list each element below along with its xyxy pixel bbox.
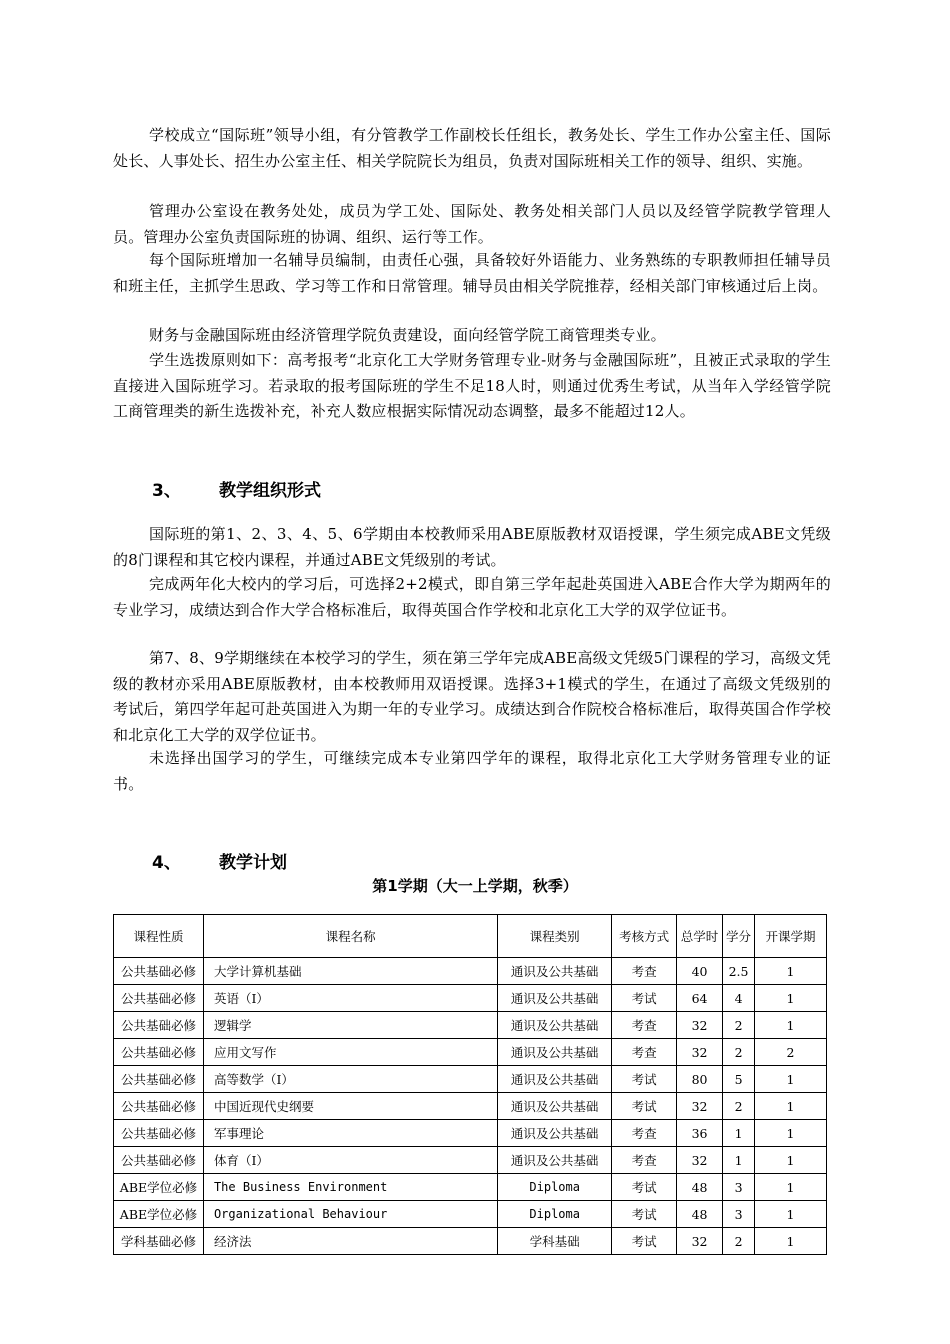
column-header: 课程类别 <box>498 915 612 958</box>
paragraph-leadership-group: 学校成立“国际班”领导小组，有分管教学工作副校长任组长，教务处长、学生工作办公室主任、国际处长、人事处长、招生办公室主任、相关学院院长为组员，负责对国际班相关工作的领导、组织、实施。 <box>113 126 831 170</box>
total-hours-cell: 64 <box>677 985 723 1012</box>
table-header-row <box>114 915 827 958</box>
table-row <box>114 1012 827 1039</box>
course-plan-table <box>113 914 827 1255</box>
table-row <box>114 1039 827 1066</box>
total-hours-cell: 36 <box>677 1120 723 1147</box>
credits-cell: 2 <box>723 1093 755 1120</box>
semester-cell: 1 <box>755 1120 827 1147</box>
course-category-cell: 通识及公共基础 <box>498 1147 612 1174</box>
credits-cell: 1 <box>723 1147 755 1174</box>
table-row <box>114 1147 827 1174</box>
course-name-cell: 体育（Ⅰ） <box>203 1147 497 1174</box>
course-type-cell: 公共基础必修 <box>114 958 204 985</box>
section-4-heading <box>152 848 287 873</box>
course-type-cell: 公共基础必修 <box>114 985 204 1012</box>
course-category-cell: 学科基础 <box>498 1228 612 1255</box>
course-category-cell: 通识及公共基础 <box>498 985 612 1012</box>
paragraph-teaching-3: 第7、8、9学期继续在本校学习的学生，须在第三学年完成ABE高级文凭级5门课程的学习，高级文凭级的教材亦采用ABE原版教材，由本校教师用双语授课。选择3+1模式的学生，在通过了高级文凭级别的考试后，第四学年起可赴英国进入为期一年的专业学习。成绩达到合作院校合格标准后，取得英国合作学校和北京化工大学的双学位证书。 <box>113 649 831 744</box>
paragraph-teaching-4: 未选择出国学习的学生，可继续完成本专业第四学年的课程，取得北京化工大学财务管理专业的证书。 <box>113 749 831 793</box>
credits-cell: 3 <box>723 1201 755 1228</box>
course-category-cell: 通识及公共基础 <box>498 1039 612 1066</box>
total-hours-cell: 48 <box>677 1201 723 1228</box>
semester-cell: 1 <box>755 1201 827 1228</box>
assessment-cell: 考试 <box>612 1201 677 1228</box>
semester-cell: 1 <box>755 1147 827 1174</box>
paragraph-management-office: 管理办公室设在教务处处，成员为学工处、国际处、教务处相关部门人员以及经管学院教学管理人员。管理办公室负责国际班的协调、组织、运行等工作。 <box>113 202 831 246</box>
total-hours-cell: 32 <box>677 1012 723 1039</box>
semester-cell: 1 <box>755 1174 827 1201</box>
credits-cell: 5 <box>723 1066 755 1093</box>
assessment-cell: 考查 <box>612 958 677 985</box>
course-type-cell: 公共基础必修 <box>114 1120 204 1147</box>
course-name-cell: 高等数学（Ⅰ） <box>203 1066 497 1093</box>
course-type-cell: 公共基础必修 <box>114 1093 204 1120</box>
assessment-cell: 考查 <box>612 1147 677 1174</box>
assessment-cell: 考试 <box>612 1066 677 1093</box>
course-category-cell: 通识及公共基础 <box>498 958 612 985</box>
assessment-cell: 考试 <box>612 1093 677 1120</box>
course-category-cell: 通识及公共基础 <box>498 1012 612 1039</box>
assessment-cell: 考查 <box>612 1120 677 1147</box>
column-header: 考核方式 <box>612 915 677 958</box>
semester-cell: 1 <box>755 1093 827 1120</box>
course-name-cell: 军事理论 <box>203 1120 497 1147</box>
course-category-cell: 通识及公共基础 <box>498 1093 612 1120</box>
course-type-cell: ABE学位必修 <box>114 1174 204 1201</box>
course-name-cell: 应用文写作 <box>203 1039 497 1066</box>
paragraph-counselor: 每个国际班增加一名辅导员编制，由责任心强，具备较好外语能力、业务熟练的专职教师担任辅导员和班主任，主抓学生思政、学习等工作和日常管理。辅导员由相关学院推荐，经相关部门审核通过后上岗。 <box>113 251 831 295</box>
paragraph-finance-class: 财务与金融国际班由经济管理学院负责建设，面向经管学院工商管理类专业。 <box>149 326 666 344</box>
column-header: 学分 <box>723 915 755 958</box>
total-hours-cell: 32 <box>677 1093 723 1120</box>
total-hours-cell: 40 <box>677 958 723 985</box>
course-category-cell: Diploma <box>498 1174 612 1201</box>
course-name-cell: 大学计算机基础 <box>203 958 497 985</box>
table-row <box>114 985 827 1012</box>
course-type-cell: ABE学位必修 <box>114 1201 204 1228</box>
credits-cell: 2 <box>723 1228 755 1255</box>
semester-cell: 1 <box>755 1012 827 1039</box>
credits-cell: 2 <box>723 1039 755 1066</box>
assessment-cell: 考查 <box>612 1012 677 1039</box>
course-name-cell: Organizational Behaviour <box>203 1201 497 1228</box>
semester-cell: 1 <box>755 1228 827 1255</box>
assessment-cell: 考试 <box>612 1228 677 1255</box>
course-type-cell: 公共基础必修 <box>114 1012 204 1039</box>
column-header: 课程性质 <box>114 915 204 958</box>
semester-cell: 1 <box>755 1066 827 1093</box>
course-type-cell: 学科基础必修 <box>114 1228 204 1255</box>
section-4-number: 4、 <box>152 853 181 873</box>
table-row <box>114 1066 827 1093</box>
course-name-cell: 经济法 <box>203 1228 497 1255</box>
credits-cell: 2.5 <box>723 958 755 985</box>
credits-cell: 3 <box>723 1174 755 1201</box>
course-name-cell: The Business Environment <box>203 1174 497 1201</box>
total-hours-cell: 32 <box>677 1228 723 1255</box>
course-type-cell: 公共基础必修 <box>114 1039 204 1066</box>
paragraph-teaching-2: 完成两年化大校内的学习后，可选择2+2模式，即自第三学年起赴英国进入ABE合作大学为期两年的专业学习，成绩达到合作大学合格标准后，取得英国合作学校和北京化工大学的双学位证书。 <box>113 575 831 619</box>
table-row <box>114 1228 827 1255</box>
assessment-cell: 考查 <box>612 1039 677 1066</box>
table-row <box>114 1120 827 1147</box>
course-name-cell: 中国近现代史纲要 <box>203 1093 497 1120</box>
section-3-heading <box>152 476 321 501</box>
column-header: 开课学期 <box>755 915 827 958</box>
total-hours-cell: 32 <box>677 1147 723 1174</box>
section-3-number: 3、 <box>152 481 181 501</box>
column-header: 课程名称 <box>203 915 497 958</box>
table-row <box>114 1093 827 1120</box>
column-header: 总学时 <box>677 915 723 958</box>
paragraph-teaching-1: 国际班的第1、2、3、4、5、6学期由本校教师采用ABE原版教材双语授课，学生须完成ABE文凭级的8门课程和其它校内课程，并通过ABE文凭级别的考试。 <box>113 525 831 569</box>
course-name-cell: 逻辑学 <box>203 1012 497 1039</box>
section-4-title: 教学计划 <box>219 853 287 873</box>
total-hours-cell: 32 <box>677 1039 723 1066</box>
credits-cell: 1 <box>723 1120 755 1147</box>
table-row <box>114 1201 827 1228</box>
section-3-title: 教学组织形式 <box>219 481 321 501</box>
total-hours-cell: 48 <box>677 1174 723 1201</box>
course-category-cell: 通识及公共基础 <box>498 1120 612 1147</box>
semester-cell: 1 <box>755 958 827 985</box>
credits-cell: 2 <box>723 1012 755 1039</box>
table-caption: 第1学期（大一上学期，秋季） <box>372 877 578 895</box>
paragraph-selection: 学生选拨原则如下：高考报考“北京化工大学财务管理专业-财务与金融国际班”，且被正式录取的学生直接进入国际班学习。若录取的报考国际班的学生不足18人时，则通过优秀生考试，从当年入学经管学院工商管理类的新生选拨补充，补充人数应根据实际情况动态调整，最多不能超过12人。 <box>113 351 831 420</box>
table-row <box>114 958 827 985</box>
credits-cell: 4 <box>723 985 755 1012</box>
assessment-cell: 考试 <box>612 1174 677 1201</box>
semester-cell: 1 <box>755 985 827 1012</box>
course-category-cell: Diploma <box>498 1201 612 1228</box>
course-category-cell: 通识及公共基础 <box>498 1066 612 1093</box>
course-type-cell: 公共基础必修 <box>114 1066 204 1093</box>
course-name-cell: 英语（Ⅰ） <box>203 985 497 1012</box>
course-type-cell: 公共基础必修 <box>114 1147 204 1174</box>
table-row <box>114 1174 827 1201</box>
assessment-cell: 考试 <box>612 985 677 1012</box>
semester-cell: 2 <box>755 1039 827 1066</box>
total-hours-cell: 80 <box>677 1066 723 1093</box>
